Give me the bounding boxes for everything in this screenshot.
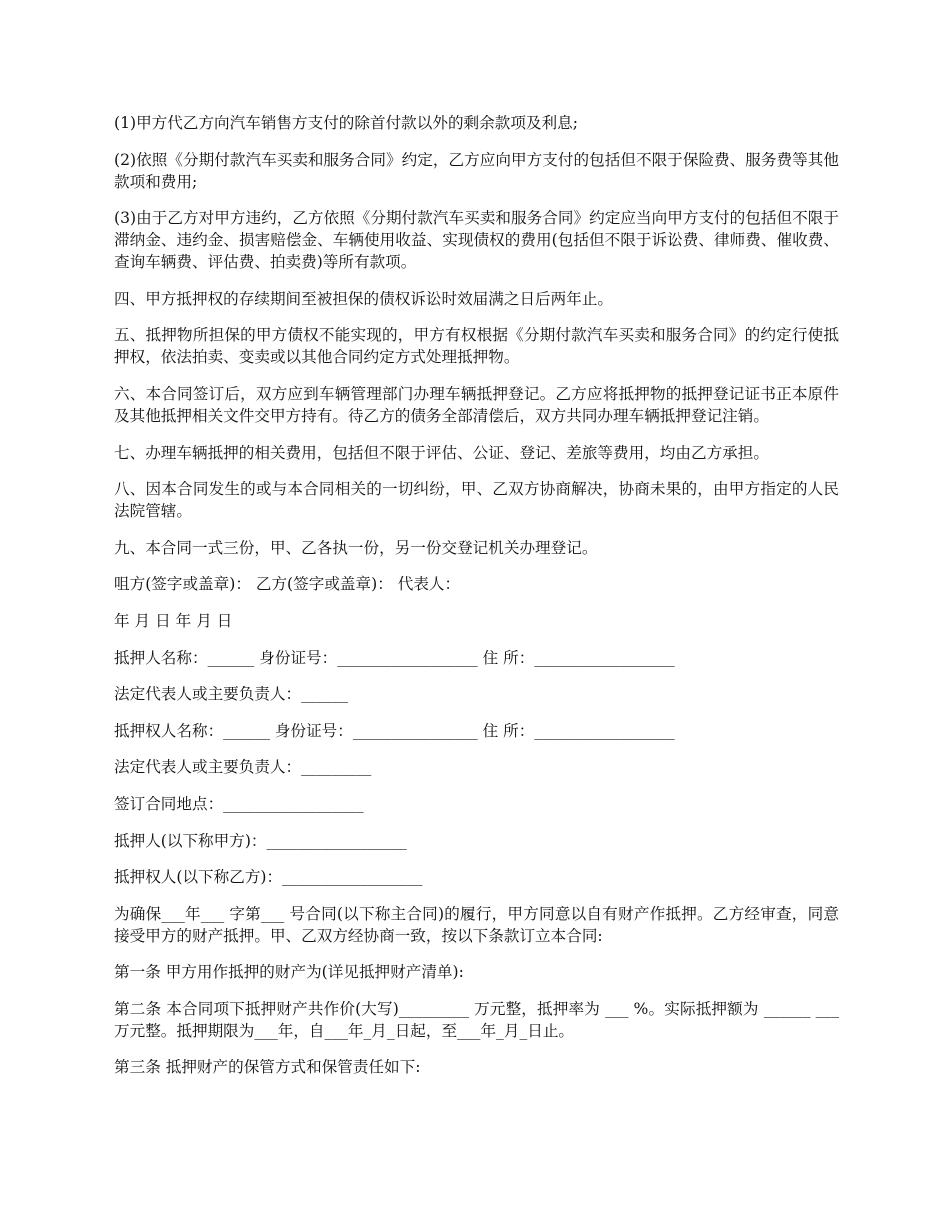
clause-5: 五、抵押物所担保的甲方债权不能实现的，甲方有权根据《分期付款汽车买卖和服务合同》的约定行使抵押权，依法拍卖、变卖或以其他合同约定方式处理抵押物。 [114, 326, 839, 367]
preamble: 为确保___年___ 字第___ 号合同(以下称主合同)的履行，甲方同意以自有财产作抵押。乙方经审查，同意接受甲方的财产抵押。甲、乙双方经协商一致，按以下条款订立本合同: [114, 904, 839, 945]
clause-1-item-1: (1)甲方代乙方向汽车销售方支付的除首付款以外的剩余款项及利息; [114, 114, 578, 132]
article-2: 第二条 本合同项下抵押财产共作价(大写)_________ 万元整，抵押率为 ___ %。实际抵押额为 ______ ___万元整。抵押期限为___年，自___年_月_日起，至___年_月_日止。 [114, 999, 839, 1040]
signing-location: 签订合同地点：__________________ [114, 794, 364, 813]
clause-4: 四、甲方抵押权的存续期间至被担保的债权诉讼时效届满之日后两年止。 [114, 289, 614, 308]
party-b-definition: 抵押权人(以下称乙方)：__________________ [114, 868, 423, 887]
article-3: 第三条 抵押财产的保管方式和保管责任如下: [114, 1058, 421, 1077]
clause-9: 九、本合同一式三份，甲、乙各执一份，另一份交登记机关办理登记。 [114, 538, 598, 557]
article-1: 第一条 甲方用作抵押的财产为(详见抵押财产清单): [114, 963, 464, 982]
clause-7: 七、办理车辆抵押的相关费用，包括但不限于评估、公证、登记、差旅等费用，均由乙方承担。 [114, 443, 769, 462]
clause-6: 六、本合同签订后，双方应到车辆管理部门办理车辆抵押登记。乙方应将抵押物的抵押登记证书正本原件及其他抵押相关文件交甲方持有。待乙方的债务全部清偿后，双方共同办理车辆抵押登记注销。 [114, 384, 839, 425]
mortgagee-info: 抵押权人名称：______ 身份证号：________________ 住 所：__________________ [114, 721, 675, 740]
mortgagor-representative: 法定代表人或主要负责人：______ [114, 685, 348, 704]
party-a-definition: 抵押人(以下称甲方)：__________________ [114, 831, 407, 850]
mortgagor-info: 抵押人名称：______ 身份证号：__________________ 住 所：__________________ [114, 648, 675, 667]
signature-line: 咀方(签字或盖章)： 乙方(签字或盖章)： 代表人： [114, 575, 461, 594]
clause-8: 八、因本合同发生的或与本合同相关的一切纠纷，甲、乙双方协商解决，协商未果的，由甲方指定的人民法院管辖。 [114, 480, 839, 521]
document-page [114, 112, 839, 1093]
mortgagee-representative: 法定代表人或主要负责人：_________ [114, 758, 372, 777]
clause-1-item-3: (3)由于乙方对甲方违约，乙方依照《分期付款汽车买卖和服务合同》约定应当向甲方支付的包括但不限于滞纳金、违约金、损害赔偿金、车辆使用收益、实现债权的费用(包括但不限于诉讼费、律师费、催收费、查询车辆费、评估费、拍卖费)等所有款项。 [114, 209, 839, 272]
clause-1-item-2: (2)依照《分期付款汽车买卖和服务合同》约定，乙方应向甲方支付的包括但不限于保险费、服务费等其他款项和费用; [114, 150, 839, 191]
date-line: 年 月 日 年 月 日 [114, 611, 233, 630]
